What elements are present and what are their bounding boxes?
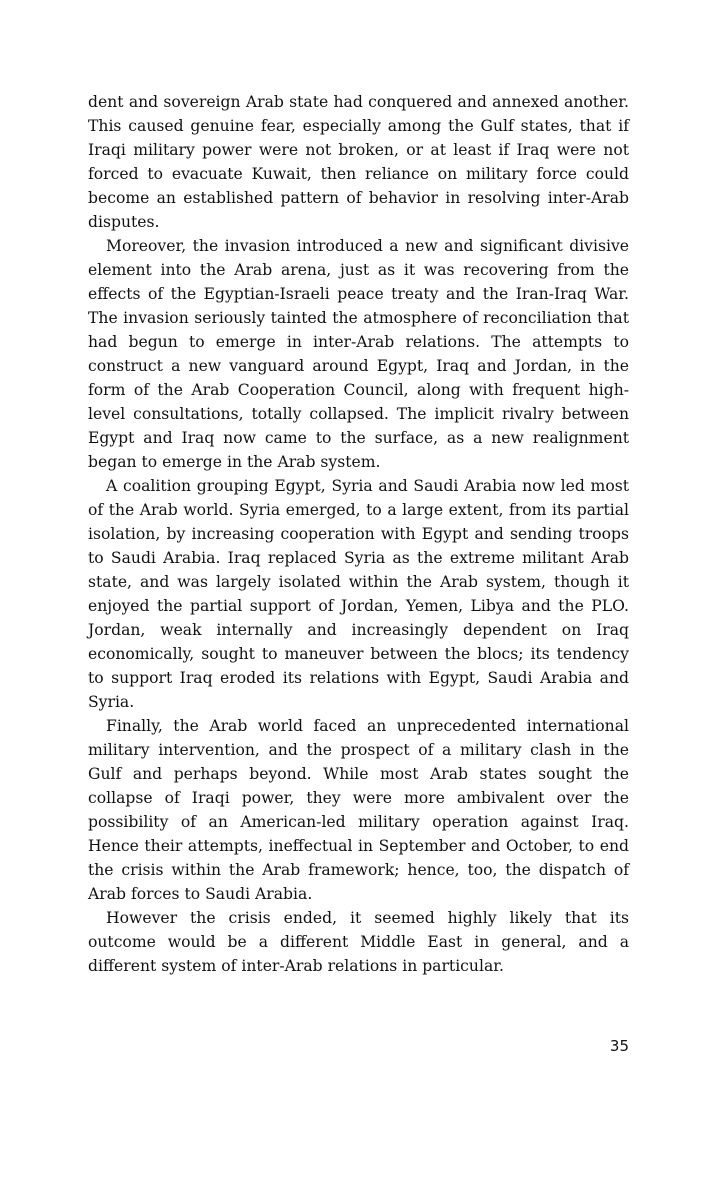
paragraph-2: Moreover, the invasion introduced a new and significant divisive element into the Arab arena, just as it was recovering from the effects of the Egyptian-Israeli peace treaty and the Iran-Iraq War. The invasion seriously tainted the atmosphere of reconciliation that had begun to emerge in inter-Arab relations. The attempts to construct a new vanguard around Egypt, Iraq and Jordan, in the form of the Arab Cooperation Council, along with frequent high-level consultations, totally collapsed. The implicit rivalry between Egypt and Iraq now came to the surface, as a new realignment began to emerge in the Arab system. (88, 237, 629, 471)
page-body (88, 90, 629, 978)
paragraph-3: A coalition grouping Egypt, Syria and Saudi Arabia now led most of the Arab world. Syria emerged, to a large extent, from its partial isolation, by increasing cooperation with Egypt and sending troops to Saudi Arabia. Iraq replaced Syria as the extreme militant Arab state, and was largely isolated within the Arab system, though it enjoyed the partial support of Jordan, Yemen, Libya and the PLO. Jordan, weak internally and increasingly dependent on Iraq economically, sought to maneuver between the blocs; its tendency to support Iraq eroded its relations with Egypt, Saudi Arabia and Syria. (88, 477, 629, 711)
page-number: 35 (609, 1037, 629, 1055)
paragraph-1: dent and sovereign Arab state had conquered and annexed another. This caused genuine fear, especially among the Gulf states, that if Iraqi military power were not broken, or at least if Iraq were not forced to evacuate Kuwait, then reliance on military force could become an established pattern of behavior in resolving inter-Arab disputes. (88, 93, 629, 231)
paragraph-5: However the crisis ended, it seemed highly likely that its outcome would be a different Middle East in general, and a different system of inter-Arab relations in particular. (88, 909, 629, 975)
paragraph-4: Finally, the Arab world faced an unprecedented international military intervention, and the prospect of a military clash in the Gulf and perhaps beyond. While most Arab states sought the collapse of Iraqi power, they were more ambivalent over the possibility of an American-led military operation against Iraq. Hence their attempts, ineffectual in September and October, to end the crisis within the Arab framework; hence, too, the dispatch of Arab forces to Saudi Arabia. (88, 717, 629, 903)
